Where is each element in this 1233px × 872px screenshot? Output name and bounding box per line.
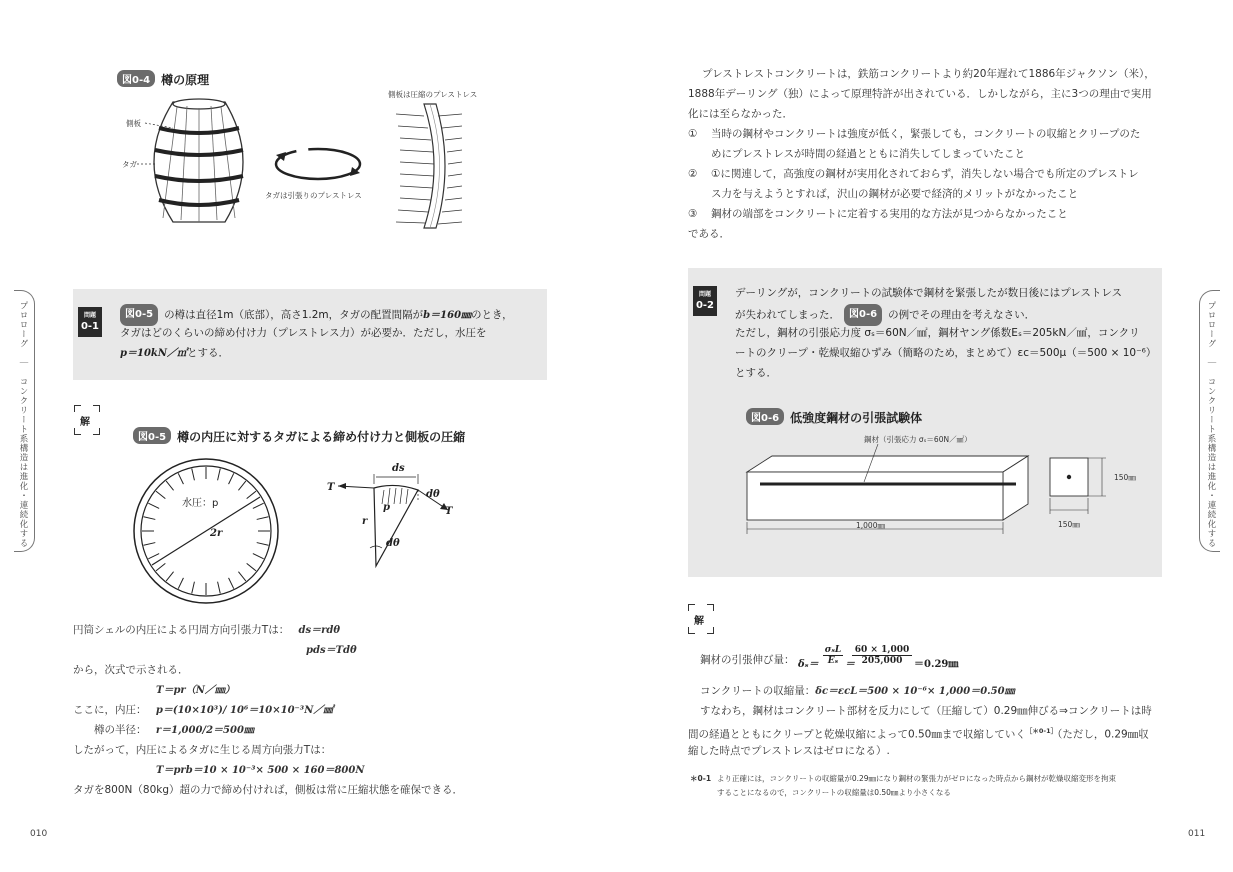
length-dimension: 1,000㎜	[856, 521, 885, 530]
right-side-tab-text: プロローグ ｜ コンクリート系構造は進化・連続化する	[1206, 301, 1216, 548]
fig-0-5-title: 樽の内圧に対するタガによる締め付け力と側板の圧縮	[177, 430, 466, 444]
equals-sign: ＝	[845, 659, 855, 670]
height-dimension: 150㎜	[1114, 473, 1136, 482]
steel-elongation-result: ＝0.29㎜	[914, 659, 959, 670]
wedge-element-diagram	[330, 460, 460, 570]
right-side-tab	[1199, 290, 1220, 552]
problem2-badge-number: 0-2	[695, 300, 715, 311]
wedge-dtheta-bottom: dθ	[386, 538, 400, 549]
solution-marker-right	[688, 604, 714, 634]
calc-line4-math: T＝pr（N／㎜）	[156, 685, 235, 696]
fig-0-4-heading	[117, 70, 209, 88]
concrete-shrinkage-math: δc＝εcL＝500 × 10⁻⁶× 1,000＝0.50㎜	[815, 686, 1015, 697]
problem-badge-number: 0-1	[80, 321, 100, 332]
reason-item-1-line2: めにプレストレスが時間の経過とともに消失してしまっていたこと	[711, 148, 1025, 160]
wedge-ds: ds	[392, 463, 405, 474]
fraction-1-num: σₛL	[824, 645, 842, 655]
wedge-T-right: T	[445, 506, 453, 517]
intro-line3: 化には至らなかった．	[688, 108, 793, 120]
intro-line2: 1888年デーリング（独）によって原理特許が出されている．しかしながら，主に3つの理由で実用	[688, 88, 1152, 100]
calc-line3: から，次式で示される．	[73, 664, 189, 676]
specimen-perspective-drawing	[742, 444, 1032, 534]
problem-0-2-line5: とする．	[735, 367, 777, 379]
fig-0-5-tag: 図0-5	[133, 427, 171, 444]
concrete-shrinkage-label: コンクリートの収縮量：	[700, 685, 816, 697]
calc-line2-math: pds＝Tdθ	[306, 645, 357, 656]
problem-0-1-badge	[78, 307, 102, 337]
calc-line1-text: 円筒シェルの内圧による円周方向引張力Tは：	[73, 624, 290, 636]
label-hoop-prestress: タガは引張りのプレストレス	[265, 191, 362, 200]
calc-line1-math: ds＝rdθ	[298, 625, 341, 636]
barrel-pressure-circle	[130, 455, 282, 607]
calc-line5-math: p＝(10×10³)/ 10⁶＝10×10⁻³N／㎟	[155, 705, 334, 716]
footnote-line1: より正確には，コンクリートの収縮量が0.29㎜になり鋼材の緊張力がゼロになった時点から鋼材が乾燥収縮変形を拘束	[717, 774, 1117, 783]
wedge-dtheta-top: dθ	[426, 489, 440, 500]
reason-item-1-line1: 当時の鋼材やコンクリートは強度が低く，緊張しても，コンクリートの収縮とクリープのた	[711, 128, 1141, 140]
radius-2r-label: 2r	[210, 528, 223, 539]
fig-ref-tag: 図0-5	[120, 304, 158, 326]
problem-0-1-math-b: b＝160㎜	[423, 310, 472, 321]
problem-0-1-text-c: とする．	[186, 347, 229, 359]
label-hoop: タガ	[122, 160, 137, 169]
problem-0-2-box	[688, 268, 1162, 577]
reason-item-2-line2: ス力を与えようとすれば，沢山の鋼材が必要で経済的メリットがなかったこと	[711, 188, 1079, 200]
problem-0-1-line1	[120, 304, 513, 326]
calc-line6	[94, 721, 254, 741]
problem-0-2-line1: デーリングが，コンクリートの試験体で鋼材を緊張したが数日後にはプレストレス	[735, 287, 1123, 299]
left-side-tab	[14, 290, 35, 552]
reason-item-2-line1: ①に関連して，高強度の鋼材が実用化されておらず，消失しない場合でも所定のプレストレ	[711, 168, 1139, 180]
plate-compression-diagram	[394, 100, 464, 232]
fig-0-6-title: 低強度鋼材の引張試験体	[790, 411, 923, 425]
problem-0-2-line4: ートのクリープ・乾燥収縮ひずみ（簡略のため，まとめて）εc＝500μ（＝500 × 10⁻⁶）	[735, 347, 1157, 359]
fraction-2-num: 60 × 1,000	[852, 645, 912, 656]
solution-line4-b: （ただし，0.29㎜収	[1057, 728, 1149, 741]
problem-0-2-line2	[735, 304, 1035, 326]
reason-item-3-line1: 鋼材の端部をコンクリートに定着する実用的な方法が見つからなかったこと	[711, 208, 1068, 220]
water-pressure-label: 水圧：p	[182, 498, 219, 509]
reason-item-3-num: ③	[688, 208, 698, 220]
solution-line3: すなわち，鋼材はコンクリート部材を反力にして（圧縮して）0.29㎜伸びる⇒コンクリートは時	[700, 705, 1152, 717]
solution-marker-left	[74, 405, 100, 435]
problem2-badge-small: 問題	[698, 291, 711, 298]
problem-0-1-box	[73, 289, 547, 380]
fig-0-5-heading	[133, 427, 465, 445]
steel-label: 鋼材（引張応力 σₛ＝60N／㎟）	[864, 435, 972, 444]
reason-item-2-num: ②	[688, 168, 698, 180]
fraction-1-den: Eₛ	[827, 656, 839, 666]
solution-line4-a: 間の経過とともにクリープと乾燥収縮によって0.50㎜まで収縮していく	[688, 728, 1026, 741]
problem-0-1-line2: タガはどのくらいの締め付け力（プレストレス力）が必要か．ただし，水圧を	[120, 327, 487, 339]
intro-line1: プレストレストコンクリートは，鉄筋コンクリートより約20年遅れて1886年ジャクソン（米），	[702, 68, 1155, 80]
calc-line6-text: 樽の半径：	[94, 724, 147, 736]
problem-0-1-text-a: の樽は直径1m（底部），高さ1.2m，タガの配置間隔が	[164, 309, 424, 321]
calc-line9: タガを800N（80kg）超の力で締め付ければ，側板は常に圧縮状態を確保できる．	[73, 784, 464, 796]
page-number-right: 011	[1188, 829, 1206, 839]
problem-0-1-math-p: p＝10kN／㎡	[120, 348, 187, 359]
calc-line5	[73, 701, 333, 721]
wedge-T-left: T	[327, 482, 335, 493]
width-dimension: 150㎜	[1058, 520, 1080, 529]
calc-line6-math: r＝1,000/2＝500㎜	[155, 725, 254, 736]
fig-0-6-tag: 図0-6	[746, 408, 784, 425]
problem-0-1-text-b: のとき，	[471, 309, 513, 321]
solution-line5: 縮した時点でプレストレスはゼロになる）.	[688, 745, 890, 757]
footnote-mark: ＊0-1	[690, 774, 712, 783]
intro-end: である．	[688, 228, 730, 240]
specimen-cross-section	[1046, 454, 1108, 516]
footnote-line2: することになるので，コンクリートの収縮量は0.50㎜より小さくなる	[717, 788, 951, 797]
fig-0-6-ref-tag: 図0-6	[844, 304, 882, 326]
calc-line1	[73, 621, 340, 641]
concrete-shrinkage-line	[700, 682, 1015, 702]
wedge-p: p	[383, 502, 390, 513]
fraction-1	[823, 645, 843, 666]
fraction-2-den: 205,000	[861, 656, 903, 666]
footnote-ref: ［＊0-1］	[1025, 727, 1058, 735]
hoop-tension-diagram	[270, 142, 366, 186]
solution-label: 解	[80, 417, 90, 428]
fig-0-4-title: 樽の原理	[161, 73, 210, 87]
steel-elongation-lhs: δₛ＝	[798, 659, 819, 670]
left-side-tab-text: プロローグ ｜ コンクリート系構造は進化・連続化する	[18, 301, 28, 548]
label-side-plate: 側板	[126, 119, 141, 128]
solution-label-right: 解	[694, 616, 704, 627]
problem-0-2-line3: ただし，鋼材の引張応力度 σₛ＝60N／㎟，鋼材ヤング係数Eₛ＝205kN／㎟，コンクリ	[735, 327, 1140, 339]
page-number-left: 010	[30, 829, 48, 839]
reason-item-1-num: ①	[688, 128, 698, 140]
fraction-2	[852, 645, 912, 666]
calc-line5-text: ここに，内圧：	[73, 704, 147, 716]
calc-line7: したがって，内圧によるタガに生じる周方向張力Tは：	[73, 744, 332, 756]
steel-elongation-label: 鋼材の引張伸び量：	[700, 654, 795, 666]
problem-0-2-line2-a: が失われてしまった．	[735, 309, 840, 321]
fig-0-4-tag: 図0-4	[117, 70, 155, 87]
label-plate-prestress: 側板は圧縮のプレストレス	[388, 90, 478, 99]
problem-badge-small: 問題	[83, 312, 96, 319]
problem-0-2-line2-b: の例でその理由を考えなさい．	[888, 309, 1036, 321]
problem-0-1-line3	[120, 344, 229, 364]
fig-0-6-heading	[746, 408, 922, 426]
wedge-r: r	[362, 516, 368, 527]
calc-line8-math: T＝prb＝10 × 10⁻³× 500 × 160＝800N	[156, 765, 365, 776]
problem-0-2-badge	[693, 286, 717, 316]
